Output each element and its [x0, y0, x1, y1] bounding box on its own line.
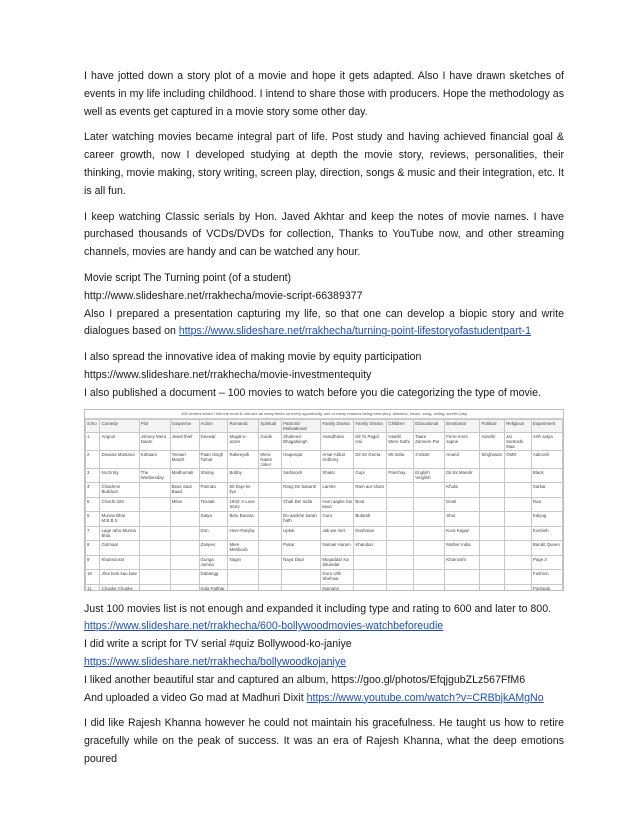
table-cell: Jhut bole kau kate: [100, 570, 139, 585]
table-cell: Fashion: [531, 570, 562, 585]
table-cell: Sarkar: [531, 483, 562, 498]
table-cell: [170, 526, 199, 541]
table-cell: [480, 526, 505, 541]
table-header-cell: Plot: [139, 419, 170, 432]
table-cell: [480, 468, 505, 483]
table-cell: 4: [86, 483, 100, 498]
table-cell: [139, 512, 170, 527]
table-cell: 3: [86, 468, 100, 483]
table-cell: [414, 541, 445, 556]
table-cell: Taare Zameen Par: [414, 432, 445, 450]
table-cell: [480, 570, 505, 585]
table-cell: [170, 555, 199, 570]
table-cell: Ram aur sham: [354, 483, 387, 498]
table-body: [86, 432, 563, 591]
equity-block: [84, 349, 564, 402]
table-cell: Raa: [531, 497, 562, 512]
table-cell: [480, 512, 505, 527]
table-cell: Bandit Queen: [531, 541, 562, 556]
table-cell: [480, 483, 505, 498]
table-cell: 8: [86, 541, 100, 556]
youtube-link[interactable]: https://www.youtube.com/watch?v=CRBbjkAMgNo: [306, 691, 544, 704]
table-cell: Chashme Buddoor: [100, 483, 139, 498]
table-cell: [445, 570, 480, 585]
table-header-row: [86, 419, 563, 432]
table-cell: [505, 468, 532, 483]
album-text: I liked another beautiful star and captured an album, https://goo.gl/photos/EfqjgubZLz567FfM6: [84, 673, 526, 686]
equity-idea-text: I also spread the innovative idea of making movie by equity participation: [84, 351, 422, 364]
table-cell: The Wednesday: [139, 468, 170, 483]
table-cell: Paan Singh Tomar: [199, 450, 228, 468]
movie-script-url: http://www.slideshare.net/rrakhecha/movie-script-66389377: [84, 289, 363, 302]
table-cell: Dushman: [354, 526, 387, 541]
table-cell: [480, 584, 505, 591]
table-cell: [480, 541, 505, 556]
table-cell: [282, 570, 321, 585]
table-cell: Kora Kagaz: [445, 526, 480, 541]
table-cell: 2: [86, 450, 100, 468]
table-cell: English Vinglish: [414, 468, 445, 483]
after-table-block: [84, 601, 564, 708]
table-cell: Shaheed Bhagatsingh: [282, 432, 321, 450]
table-cell: Dosti: [445, 497, 480, 512]
expanded-list-text: Just 100 movies list is not enough and expanded it including type and rating to 600 and later to 800.: [84, 602, 552, 615]
table-cell: Kalyug: [531, 512, 562, 527]
table-cell: Muqaddar Ka Sikandar: [321, 555, 354, 570]
table-cell: [445, 584, 480, 591]
table-cell: Jab we met: [321, 526, 354, 541]
table-row: [86, 468, 563, 483]
paragraph-story-plot: I have jotted down a story plot of a movie and hope it gets adapted. Also I have drawn sketches of events in my life including childhood. I intend to share those with producers. Hope the methodology as well as events get captured in a movie story some other day.: [84, 70, 564, 118]
movie-script-block: [84, 270, 564, 341]
equity-url: https://www.slideshare.net/rrakhecha/movie-investmentequity: [84, 368, 372, 381]
table-cell: [139, 526, 170, 541]
table-cell: Mugal-e-azam: [228, 432, 259, 450]
table-cell: Guru: [321, 512, 354, 527]
paragraph-classic-serials: I keep watching Classic serials by Hon. Javed Akhtar and keep the notes of movie names. I have purchased thousands of VCDs/DVDs for collection, Thanks to YouTube now, and other streaming channels, movies are handy and can be watched any hour.: [84, 210, 564, 259]
table-cell: Pushpak: [531, 584, 562, 591]
table-cell: [170, 570, 199, 585]
table-cell: Johney Mera Naam: [139, 432, 170, 450]
table-cell: Dil Ek Mandir: [445, 468, 480, 483]
table-cell: [139, 483, 170, 498]
table-cell: [505, 512, 532, 527]
table-row: [86, 497, 563, 512]
video-text: And uploaded a video Go mad at Madhuri Dixit: [84, 691, 307, 704]
table-cell: [480, 555, 505, 570]
table-cell: [259, 526, 282, 541]
table-header-cell: Romantic: [228, 419, 259, 432]
table-cell: Khandan: [354, 541, 387, 556]
table-header-cell: Family Drama: [354, 419, 387, 432]
table-cell: [387, 512, 414, 527]
table-cell: Page 3: [531, 555, 562, 570]
table-cell: [228, 570, 259, 585]
table-cell: Guide: [259, 432, 282, 450]
table-cell: Mother India: [445, 541, 480, 556]
table-cell: [414, 483, 445, 498]
table-cell: Jai Santoshi Maa: [505, 432, 532, 450]
table-cell: Madhumati: [170, 468, 199, 483]
table-header-cell: Action: [199, 419, 228, 432]
table-cell: [170, 541, 199, 556]
table-cell: [505, 483, 532, 498]
table-row: [86, 432, 563, 450]
table-cell: [354, 584, 387, 591]
table-cell: Gopi: [354, 468, 387, 483]
table-cell: [139, 555, 170, 570]
table-cell: [387, 526, 414, 541]
table-cell: Satya: [199, 512, 228, 527]
table-cell: Heer-Ranjha: [228, 526, 259, 541]
table-cell: Guru Uthi Shehnai: [321, 570, 354, 585]
table-cell: 5: [86, 497, 100, 512]
table-cell: 6: [86, 512, 100, 527]
movie-list-table-image: [84, 409, 564, 591]
table-row: [86, 570, 563, 585]
table-cell: Teesari Manzil: [170, 450, 199, 468]
table-cell: Dovana Mastana: [100, 450, 139, 468]
table-cell: Rang De basanti: [282, 483, 321, 498]
table-cell: Chak De! India: [282, 497, 321, 512]
table-cell: Khubsoorat: [100, 555, 139, 570]
table-cell: Gunga Jumna: [199, 555, 228, 570]
table-header-cell: Spiritual: [259, 419, 282, 432]
table-row: [86, 526, 563, 541]
table-header-cell: Political: [480, 419, 505, 432]
turning-point-link[interactable]: https://www.slideshare.net/rrakhecha/turning-point-lifestoryofastudentpart-1: [178, 325, 531, 338]
movie-script-title: Movie script The Turning point (of a student): [84, 271, 292, 284]
table-cell: [228, 584, 259, 591]
table-header-cell: Emotional: [445, 419, 480, 432]
table-cell: Bobby: [228, 468, 259, 483]
table-cell: Milan: [170, 497, 199, 512]
table-cell: Namak Haram: [321, 541, 354, 556]
table-cell: [259, 512, 282, 527]
table-cell: Parinda: [199, 483, 228, 498]
table-cell: Amar Akbar Anthony: [321, 450, 354, 468]
table-cell: [259, 483, 282, 498]
600-movies-link[interactable]: https://www.slideshare.net/rrakhecha/600-bollywoodmovies-watchbeforeudie: [84, 620, 444, 633]
table-row: [86, 541, 563, 556]
table-cell: Mr.India: [387, 450, 414, 468]
table-cell: Boot: [354, 497, 387, 512]
table-cell: Khulsi: [445, 483, 480, 498]
table-cell: 11: [86, 584, 100, 591]
table-cell: [139, 570, 170, 585]
table-cell: Khamoshi: [445, 555, 480, 570]
table-cell: Haqeeqat: [282, 450, 321, 468]
table-cell: Betu Bavara: [228, 512, 259, 527]
table-cell: [259, 584, 282, 591]
table-cell: [259, 541, 282, 556]
table-cell: Koshish: [531, 526, 562, 541]
table-cell: Dil To Pagal Hai: [354, 432, 387, 450]
table-row: [86, 483, 563, 498]
table-cell: Zanjeer: [199, 541, 228, 556]
table-cell: Sholay: [199, 468, 228, 483]
table-cell: Jewel thief: [170, 432, 199, 450]
table-header-cell: Comedy: [100, 419, 139, 432]
table-cell: Do aankhe barah hath: [282, 512, 321, 527]
table-cell: Dil Se Geeta: [354, 450, 387, 468]
table-cell: Bulandi: [354, 512, 387, 527]
table-cell: Angoor: [100, 432, 139, 450]
table-cell: Shakti: [321, 468, 354, 483]
table-cell: Munna Bhai M.B.B.S: [100, 512, 139, 527]
table-cell: [414, 555, 445, 570]
table-caption: 100 movies which I like the most & can see as many times on every opportunity, one or many reasons being best story, direction, music, song, acting, screen play: [85, 410, 563, 419]
table-cell: [505, 584, 532, 591]
table-cell: Aaradhana: [321, 432, 354, 450]
table-cell: 1: [86, 432, 100, 450]
table-row: [86, 555, 563, 570]
table-cell: [259, 555, 282, 570]
table-cell: Naya Daur: [282, 555, 321, 570]
table-cell: No Entry: [100, 468, 139, 483]
table-cell: Singhasan: [480, 450, 505, 468]
table-cell: Deewar: [199, 432, 228, 450]
tv-serial-text: I did write a script for TV serial #quiz Bollywood-ko-janiye: [84, 638, 352, 651]
document-page: [84, 68, 564, 769]
table-cell: Golmaal: [100, 541, 139, 556]
table-cell: Aandhi: [480, 432, 505, 450]
table-cell: [414, 497, 445, 512]
table-cell: Dabangg: [199, 570, 228, 585]
table-cell: [505, 497, 532, 512]
table-cell: Parichay: [387, 468, 414, 483]
table-row: [86, 512, 563, 527]
table-cell: [414, 512, 445, 527]
bollywood-ko-janiye-link[interactable]: https://www.slideshare.net/rrakhecha/bollywoodkojaniye: [84, 655, 347, 668]
table-cell: 7: [86, 526, 100, 541]
table-cell: [414, 584, 445, 591]
table-cell: Lamhe: [321, 483, 354, 498]
table-cell: [387, 570, 414, 585]
table-cell: [505, 570, 532, 585]
table-cell: Chachi 420: [100, 497, 139, 512]
table-cell: Chupke Chupke: [100, 584, 139, 591]
table-cell: [505, 526, 532, 541]
movie-list-table: [85, 419, 563, 591]
table-cell: [139, 541, 170, 556]
table-row: [86, 584, 563, 591]
table-row: [86, 450, 563, 468]
table-cell: Don: [199, 526, 228, 541]
table-cell: Beas Saal Baad: [170, 483, 199, 498]
table-header-cell: Children: [387, 419, 414, 432]
table-cell: [387, 497, 414, 512]
table-cell: [354, 570, 387, 585]
table-cell: Tezaab: [199, 497, 228, 512]
table-cell: Ek Duje ke liye: [228, 483, 259, 498]
table-cell: Aakrosh: [531, 450, 562, 468]
table-cell: [139, 584, 170, 591]
table-cell: Ferre mere sapne: [445, 432, 480, 450]
table-header-cell: Experiment: [531, 419, 562, 432]
table-cell: Mera Naam Joker: [259, 450, 282, 468]
table-cell: [505, 541, 532, 556]
table-cell: Rakeeyah: [228, 450, 259, 468]
table-header-cell: Family Drama: [321, 419, 354, 432]
table-cell: Sarfarosh: [282, 468, 321, 483]
hundred-movies-text: I also published a document – 100 movies to watch before you die categorizing the type of movie.: [84, 386, 541, 399]
presentation-text: Also I prepared a presentation capturing my life, so that one can develop a biopic story and write dialogues based on: [84, 307, 564, 338]
paragraph-watching-movies: Later watching movies became integral part of life. Post study and having achieved financial goal & career growth, now I developed studying at depth the movie story, reviews, personalities, their thinking, movie making, story writing, screen play, direction, songs & music and their integration, etc. It is all fun.: [84, 131, 564, 197]
table-cell: [259, 570, 282, 585]
table-cell: [414, 570, 445, 585]
table-header-cell: Suspense: [170, 419, 199, 432]
table-cell: [282, 584, 321, 591]
table-cell: Upkar: [282, 526, 321, 541]
table-cell: [259, 468, 282, 483]
table-header-cell: Patriotic/ Motivational: [282, 419, 321, 432]
table-cell: Anand: [445, 450, 480, 468]
table-cell: Kahaani: [139, 450, 170, 468]
table-cell: [170, 512, 199, 527]
table-cell: [259, 497, 282, 512]
table-cell: [480, 497, 505, 512]
table-header-cell: Educational: [414, 419, 445, 432]
table-cell: Pukar: [282, 541, 321, 556]
table-cell: [139, 497, 170, 512]
table-cell: 10: [86, 570, 100, 585]
table-cell: [170, 584, 199, 591]
table-cell: Arth satya: [531, 432, 562, 450]
table-cell: [505, 555, 532, 570]
table-cell: [414, 526, 445, 541]
table-cell: Mere Mehboob: [228, 541, 259, 556]
table-cell: OMG: [505, 450, 532, 468]
table-cell: Kala Patthar: [199, 584, 228, 591]
table-cell: 3 Idiots: [414, 450, 445, 468]
table-cell: Hum aapke hai kaun: [321, 497, 354, 512]
table-header-cell: Religious: [505, 419, 532, 432]
table-cell: Nagin: [228, 555, 259, 570]
table-cell: Lage raho Munna Bhai: [100, 526, 139, 541]
table-header-cell: S.No: [86, 419, 100, 432]
table-cell: [387, 555, 414, 570]
table-cell: Black: [531, 468, 562, 483]
table-cell: Namang: [321, 584, 354, 591]
table-cell: [354, 555, 387, 570]
paragraph-rajesh-khanna: I did like Rajesh Khanna however he could not maintain his gracefulness. He taught us how to retire gracefully while on the peak of success. It was an era of Rajesh Khanna, what the deep emotions poured: [84, 717, 564, 765]
table-cell: [387, 483, 414, 498]
table-cell: [387, 584, 414, 591]
table-cell: [387, 541, 414, 556]
table-cell: 1942: A Love Story: [228, 497, 259, 512]
table-cell: 9: [86, 555, 100, 570]
table-cell: Shor: [445, 512, 480, 527]
table-cell: Haathi Mere Sathi: [387, 432, 414, 450]
